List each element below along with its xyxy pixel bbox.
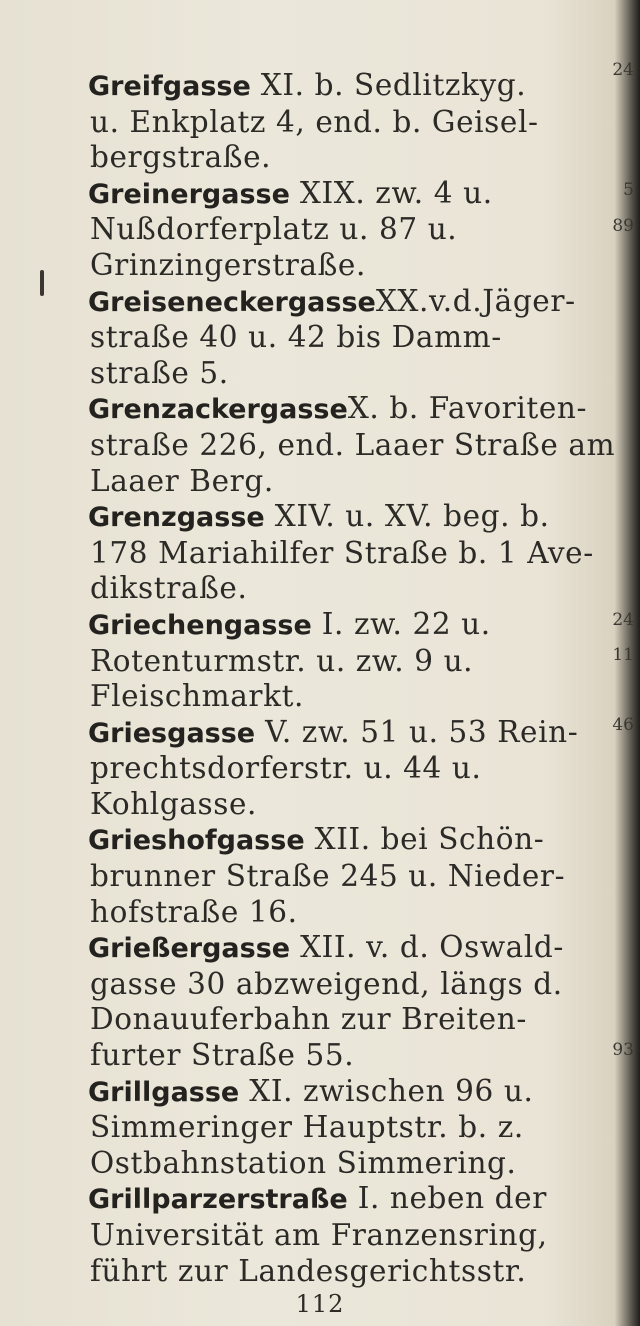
entry-text: XI. b. Sedlitzkyg. xyxy=(260,68,527,102)
entry-head: Grillparzerstraße xyxy=(88,1184,348,1216)
entry-head: Grießergasse xyxy=(88,933,291,965)
entry-text: XI. zwischen 96 u. xyxy=(249,1073,534,1108)
entry-head: Grenzgasse xyxy=(88,502,265,534)
entry-text: XII. v. d. Oswald- xyxy=(300,930,564,965)
entry-text: bergstraße. xyxy=(90,140,272,175)
entry-grieshofgasse xyxy=(88,822,618,930)
entry-head: Grillgasse xyxy=(88,1076,240,1108)
margin-number: 11 xyxy=(612,645,634,665)
margin-number: 89 xyxy=(612,216,634,236)
entry-text: X. b. Favoriten- xyxy=(347,391,588,426)
entry-text: gasse 30 abzweigend, längs d. xyxy=(90,966,563,1001)
margin-number: 24 xyxy=(612,610,634,630)
entry-text: straße 226, end. Laaer Straße am xyxy=(90,427,616,462)
entry-head: Griesgasse xyxy=(88,717,256,749)
entry-head: Greiseneckergasse xyxy=(88,286,376,318)
entry-text: furter Straße 55. xyxy=(90,1038,355,1073)
street-directory-entries xyxy=(88,68,618,1289)
entry-head: Greifgasse xyxy=(88,71,251,102)
entry-grillparzerstrasse xyxy=(88,1181,618,1289)
margin-number: 24 xyxy=(612,60,634,80)
entry-text: Simmeringer Hauptstr. b. z. xyxy=(90,1110,524,1145)
entry-text: XII. bei Schön- xyxy=(314,822,545,857)
entry-text: führt zur Landesgerichtsstr. xyxy=(90,1253,527,1288)
entry-text: XIX. zw. 4 u. xyxy=(299,175,493,210)
entry-text: Rotenturmstr. u. zw. 9 u. xyxy=(90,643,474,678)
entry-text: Laaer Berg. xyxy=(90,463,274,498)
entry-text: Fleischmarkt. xyxy=(90,679,305,714)
margin-number: 93 xyxy=(612,1040,634,1060)
entry-grenzackergasse xyxy=(88,391,618,499)
margin-number: 5 xyxy=(623,180,634,200)
entry-greiseneckergasse xyxy=(88,284,618,392)
entry-greifgasse xyxy=(88,68,618,176)
entry-text: Kohlgasse. xyxy=(90,786,258,821)
entry-text: hofstraße 16. xyxy=(90,894,298,929)
page-number: 112 xyxy=(295,1290,345,1318)
entry-text: XX.v.d.Jäger- xyxy=(375,283,576,318)
entry-head: Grieshofgasse xyxy=(88,825,305,857)
entry-text: I. neben der xyxy=(357,1181,547,1216)
margin-pencil-mark xyxy=(40,270,44,296)
entry-text: Nußdorferplatz u. 87 u. xyxy=(90,212,458,247)
entry-head: Greinergasse xyxy=(88,178,290,210)
entry-text: prechtsdorferstr. u. 44 u. xyxy=(90,751,482,786)
entry-griessergasse xyxy=(88,930,618,1073)
entry-text: straße 40 u. 42 bis Damm- xyxy=(90,320,502,355)
entry-text: brunner Straße 245 u. Nieder- xyxy=(90,859,566,894)
entry-grenzgasse xyxy=(88,499,618,607)
entry-text: Ostbahnstation Simmering. xyxy=(90,1145,517,1180)
entry-greinergasse xyxy=(88,176,618,284)
entry-text: dikstraße. xyxy=(90,571,248,606)
margin-number: 46 xyxy=(612,715,634,735)
entry-text: I. zw. 22 u. xyxy=(321,606,491,641)
entry-text: 178 Mariahilfer Straße b. 1 Ave- xyxy=(90,535,594,570)
entry-text: XIV. u. XV. beg. b. xyxy=(274,499,550,534)
entry-text: Universität am Franzensring, xyxy=(90,1218,548,1252)
entry-griesgasse xyxy=(88,715,618,823)
entry-head: Griechengasse xyxy=(88,609,312,641)
entry-text: u. Enkplatz 4, end. b. Geisel- xyxy=(90,104,539,139)
entry-text: V. zw. 51 u. 53 Rein- xyxy=(265,714,579,749)
entry-griechengasse xyxy=(88,607,618,715)
entry-text: straße 5. xyxy=(90,355,229,390)
entry-text: Grinzingerstraße. xyxy=(90,247,366,282)
entry-grillgasse xyxy=(88,1074,618,1182)
entry-text: Donauuferbahn zur Breiten- xyxy=(90,1002,527,1037)
entry-head: Grenzackergasse xyxy=(88,394,348,426)
